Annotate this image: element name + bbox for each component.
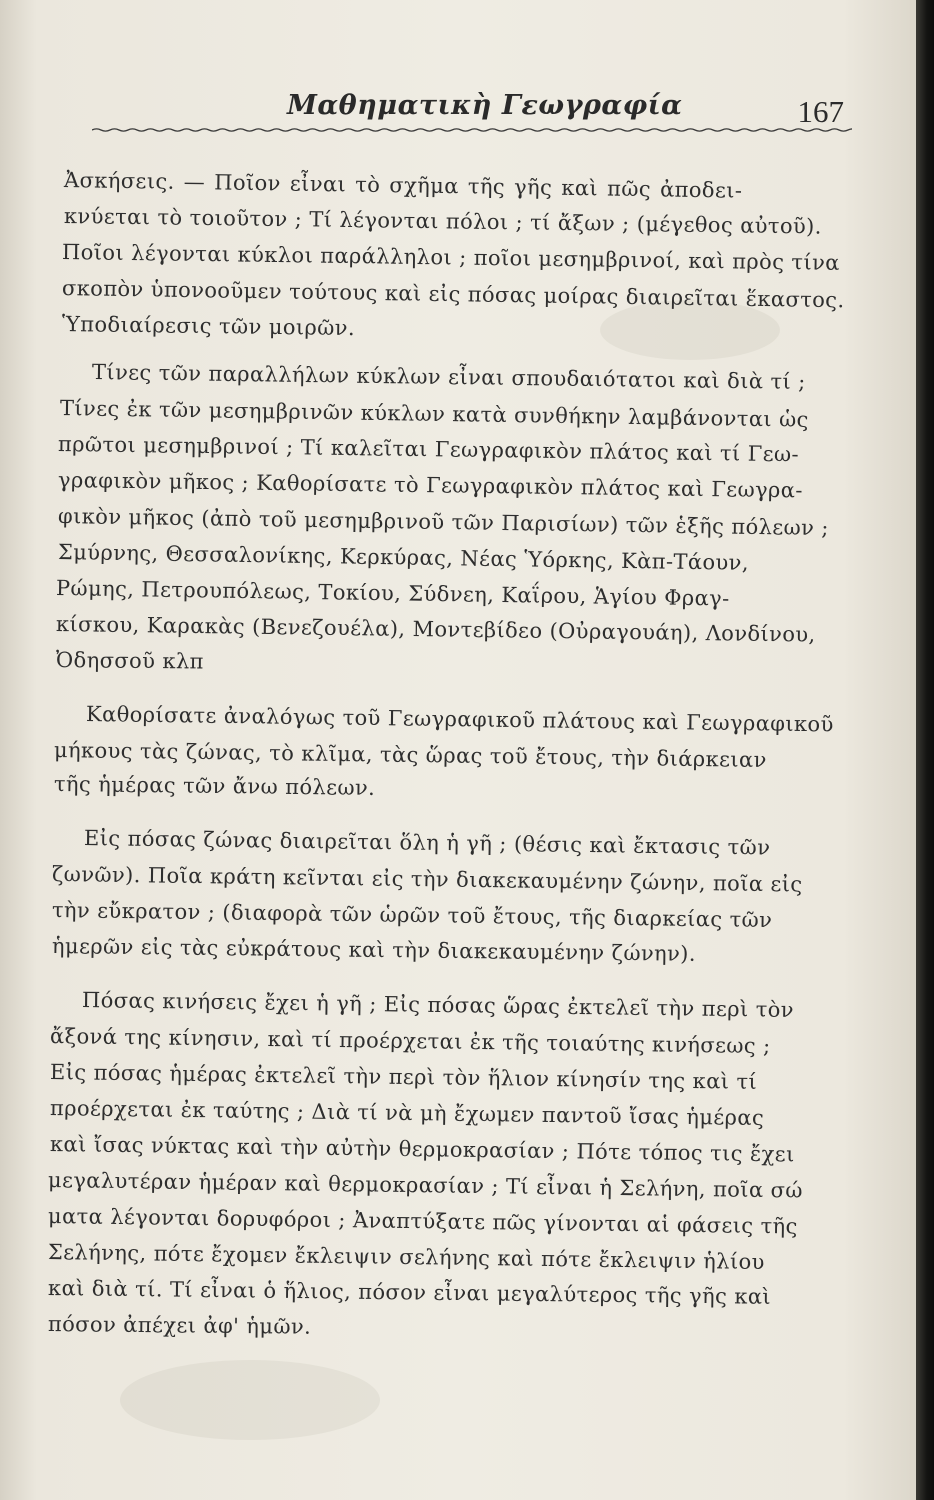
text-line: καὶ διὰ τί. Τί εἶναι ὁ ἥλιος, πόσον εἶναι μεγαλύτερος τῆς γῆς καὶ [47,1276,772,1309]
text-line: ζωνῶν). Ποῖα κράτη κεῖνται εἰς τὴν διακεκαυμένην ζώνην, ποῖα εἰς [51,862,803,897]
text-line: Σμύρνης, Θεσσαλονίκης, Κερκύρας, Νέας Ὑόρκης, Κὰπ-Τάουν, [57,540,750,575]
text-line: Καθορίσατε ἀναλόγως τοῦ Γεωγραφικοῦ πλάτους καὶ Γεωγραφικοῦ [85,702,834,737]
text-line: μεγαλυτέραν ἡμέραν καὶ θερμοκρασίαν ; Τί εἶναι ἡ Σελήνη, ποῖα σώ [47,1168,804,1203]
text-line: Πόσας κινήσεις ἔχει ἡ γῆ ; Εἰς πόσας ὥρας ἐκτελεῖ τὴν περὶ τὸν [81,988,795,1022]
text-line: πρῶτοι μεσημβρινοί ; Τί καλεῖται Γεωγραφικὸν πλάτος καὶ τί Γεω- [57,432,800,467]
text-line: Σελήνης, πότε ἔχομεν ἔκλειψιν σελήνης καὶ πότε ἔκλειψιν ἡλίου [47,1240,765,1275]
text-line: Ἀσκήσεις. — Ποῖον εἶναι τὸ σχῆμα τῆς γῆς καὶ πῶς ἀποδει- [63,168,743,203]
text-line: Εἰς πόσας ἡμέρας ἐκτελεῖ τὴν περὶ τὸν ἥλιον κίνησίν της καὶ τί [49,1060,758,1094]
text-line: κνύεται τὸ τοιοῦτον ; Τί λέγονται πόλοι ; τί ἄξων ; (μέγεθος αὐτοῦ). [63,204,822,239]
text-line: Τίνες ἐκ τῶν μεσημβρινῶν κύκλων κατὰ συνθήκην λαμβάνονται ὡς [59,396,809,432]
text-line: τῆς ἡμέρας τῶν ἄνω πόλεων. [53,772,376,800]
text-line: Εἰς πόσας ζώνας διαιρεῖται ὅλη ἡ γῆ ; (θέσις καὶ ἔκτασις τῶν [83,826,771,860]
text-line: προέρχεται ἐκ ταύτης ; Διὰ τί νὰ μὴ ἔχωμεν παντοῦ ἴσας ἡμέρας [49,1096,765,1130]
text-line: γραφικὸν μῆκος ; Καθορίσατε τὸ Γεωγραφικὸν πλάτος καὶ Γεωγρα- [57,468,804,503]
text-line: Ποῖοι λέγονται κύκλοι παράλληλοι ; ποῖοι μεσημβρινοί, καὶ πρὸς τίνα [61,240,840,275]
text-line: κίσκου, Καρακὰς (Βενεζουέλα), Μοντεβίδεο (Οὐραγουάη), Λονδίνου, [55,612,816,647]
text-line: ἡμερῶν εἰς τὰς εὐκράτους καὶ τὴν διακεκαυμένην ζώνην). [51,934,697,966]
text-line: σκοπὸν ὑπονοοῦμεν τούτους καὶ εἰς πόσας μοίρας διαιρεῖται ἕκαστος. [61,276,845,313]
text-line: Ρώμης, Πετρουπόλεως, Τοκίου, Σύδνεη, Καΐρου, Ἁγίου Φραγ- [55,576,730,611]
text-line: Ὀδησσοῦ κλπ [55,648,204,674]
text-line: καὶ ἴσας νύκτας καὶ τὴν αὐτὴν θερμοκρασίαν ; Πότε τόπος τις ἔχει [49,1132,795,1167]
running-title: Μαθηματικὴ Γεωγραφία [287,90,683,121]
page-number: 167 [797,94,844,129]
text-line: Ὑποδιαίρεσις τῶν μοιρῶν. [61,312,356,341]
page-edge-shadow [916,0,934,1500]
text-line: πόσον ἀπέχει ἀφ' ἡμῶν. [47,1312,312,1339]
text-line: μήκους τὰς ζώνας, τὸ κλῖμα, τὰς ὥρας τοῦ ἔτους, τὴν διάρκειαν [53,738,767,772]
text-line: Τίνες τῶν παραλλήλων κύκλων εἶναι σπουδαιότατοι καὶ διὰ τί ; [91,360,806,394]
text-line: ματα λέγονται δορυφόροι ; Ἀναπτύξατε πῶς γίνονται αἱ φάσεις τῆς [47,1204,798,1239]
text-line: ἄξονά της κίνησιν, καὶ τί προέρχεται ἐκ τῆς τοιαύτης κινήσεως ; [49,1024,771,1059]
text-line: φικὸν μῆκος (ἀπὸ τοῦ μεσημβρινοῦ τῶν Παρισίων) τῶν ἑξῆς πόλεων ; [57,504,830,541]
text-line: τὴν εὔκρατον ; (διαφορὰ τῶν ὡρῶν τοῦ ἔτους, τῆς διαρκείας τῶν [51,898,773,933]
